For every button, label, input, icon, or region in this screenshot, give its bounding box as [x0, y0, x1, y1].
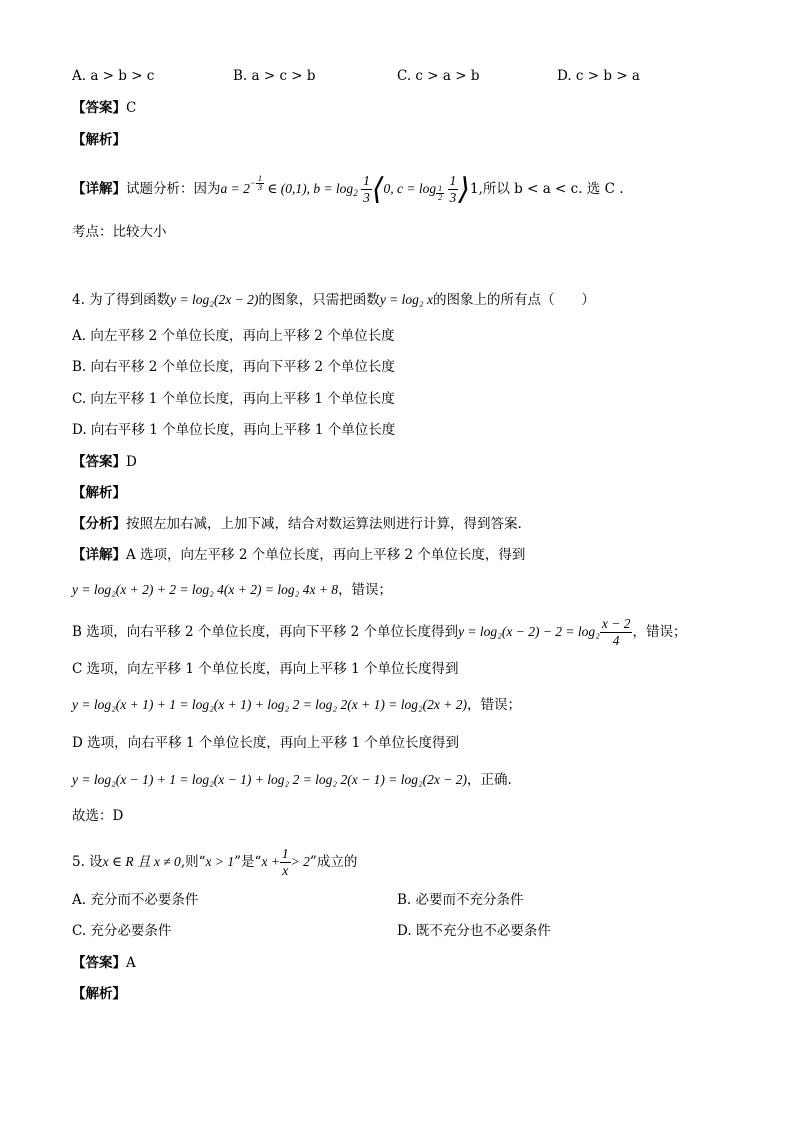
q5-option-b: B. 必要而不充分条件 [397, 892, 524, 908]
q3-detail [72, 168, 623, 208]
q3-kaodian: 考点：比较大小 [72, 224, 167, 240]
q3-option-b: B. a > c > b [233, 68, 316, 84]
q5-q-den: x [282, 863, 289, 878]
q4-detail-a [72, 545, 525, 565]
detail-prefix: 试题分析：因为 [126, 181, 221, 197]
q3-option-d: D. c > b > a [557, 68, 640, 84]
q5-stem-pre: 5. 设 [72, 854, 103, 870]
q5-option-d: D. 既不充分也不必要条件 [397, 923, 551, 939]
q4-eq-a [72, 580, 392, 600]
detail-b-text: B 选项，向右平移 2 个单位长度，再向下平移 2 个单位长度得到 [72, 624, 459, 640]
q4-option-d: D. 向右平移 1 个单位长度，再向上平移 1 个单位长度 [72, 422, 396, 438]
q4-analysis-tag: 【解析】 [72, 485, 126, 501]
q3-option-c: C. c > a > b [397, 68, 480, 84]
q3-analysis-tag: 【解析】 [72, 132, 126, 148]
q5-option-c: C. 充分必要条件 [72, 923, 172, 939]
q5-stem-p: x > 1 [205, 854, 235, 869]
detail-tail: 1,所以 b < a < c. 选 C . [469, 181, 624, 197]
q3-detail-formula: $a = 2^{- \frac{1}{3}}$ ∈ (0,1), $b = \log_2$ $\frac{1}{3}$ ⟨0, c = log $_{\frac{1}{2}}$ $\frac{1}{3}$ ⟩ [220, 171, 470, 207]
q4-stem-func2: y = log₂ x [379, 292, 433, 307]
answer-value: C [126, 100, 137, 116]
eq-b-end: ，错误； [632, 624, 687, 640]
fenxi-text: 按照左加右减，上加下减，结合对数运算法则进行计算，得到答案. [126, 516, 522, 532]
detail-tag: 【详解】 [72, 547, 126, 563]
q5-option-a: A. 充分而不必要条件 [72, 892, 199, 908]
eq-b-den: 4 [612, 633, 620, 648]
eq-b: y = log₂(x − 2) − 2 = log₂ [458, 624, 600, 639]
detail-a-text: A 选项，向左平移 2 个单位长度，再向上平移 2 个单位长度，得到 [126, 547, 526, 563]
q5-stem-mid2: ”是“ [234, 854, 262, 870]
eq-b-fraction [600, 616, 633, 649]
fenxi-tag: 【分析】 [72, 516, 126, 532]
answer-tag: 【答案】 [72, 100, 126, 116]
q4-stem-func1: y = log₂(2x − 2) [170, 292, 259, 307]
eq-c: y = log₂(x + 1) + 1 = log₂(x + 1) + log₂ 2 = log₂ 2(x + 1) = log₂(2x + 2) [72, 697, 467, 712]
q4-detail-c: C 选项，向左平移 1 个单位长度，再向上平移 1 个单位长度得到 [72, 661, 459, 677]
detail-tag: 【详解】 [72, 181, 126, 197]
q4-option-c: C. 向左平移 1 个单位长度，再向上平移 1 个单位长度 [72, 391, 395, 407]
answer-value: D [126, 454, 137, 470]
eq-d-end: ，正确. [467, 772, 512, 788]
eq-d: y = log₂(x − 1) + 1 = log₂(x − 1) + log₂ 2 = log₂ 2(x − 1) = log₂(2x − 2) [72, 772, 467, 787]
q5-stem-q-post: > 2 [290, 854, 310, 869]
q3-answer [72, 98, 136, 118]
q4-stem-post: 的图象上的所有点（ ） [432, 292, 595, 308]
q4-answer [72, 452, 137, 472]
q4-fenxi [72, 514, 522, 534]
q3-option-a: A. a > b > c [72, 68, 155, 84]
q4-option-b: B. 向右平移 2 个单位长度，再向下平移 2 个单位长度 [72, 359, 395, 375]
answer-tag: 【答案】 [72, 454, 126, 470]
q5-stem-q-pre: x + [261, 854, 280, 869]
eq-b-num: x − 2 [601, 616, 631, 631]
answer-value: A [126, 955, 136, 971]
q4-eq-d [72, 770, 512, 790]
q4-stem-pre: 4. 为了得到函数 [72, 292, 171, 308]
eq-c-end: ，错误； [467, 697, 521, 713]
eq-a: y = log₂(x + 2) + 2 = log₂ 4(x + 2) = log₂ 4x + 8 [72, 582, 339, 597]
q5-analysis-tag: 【解析】 [72, 986, 126, 1002]
q4-stem-mid: 的图象，只需把函数 [258, 292, 380, 308]
q5-answer [72, 953, 136, 973]
q5-stem-mid1: ,则“ [180, 854, 206, 870]
q4-eq-c [72, 695, 521, 715]
q4-detail-b [72, 616, 686, 649]
q4-detail-d: D 选项，向右平移 1 个单位长度，再向上平移 1 个单位长度得到 [72, 735, 459, 751]
answer-tag: 【答案】 [72, 955, 126, 971]
q5-q-num: 1 [281, 846, 289, 861]
q5-stem [72, 846, 357, 879]
q5-stem-end: ”成立的 [309, 854, 358, 870]
q4-option-a: A. 向左平移 2 个单位长度，再向上平移 2 个单位长度 [72, 328, 395, 344]
q4-stem [72, 290, 595, 310]
q4-choose: 故选：D [72, 808, 124, 824]
q5-stem-q-fraction [280, 846, 291, 879]
eq-a-end: ，错误； [338, 582, 393, 598]
q5-stem-cond: x ∈ R 且 x ≠ 0 [102, 854, 181, 869]
